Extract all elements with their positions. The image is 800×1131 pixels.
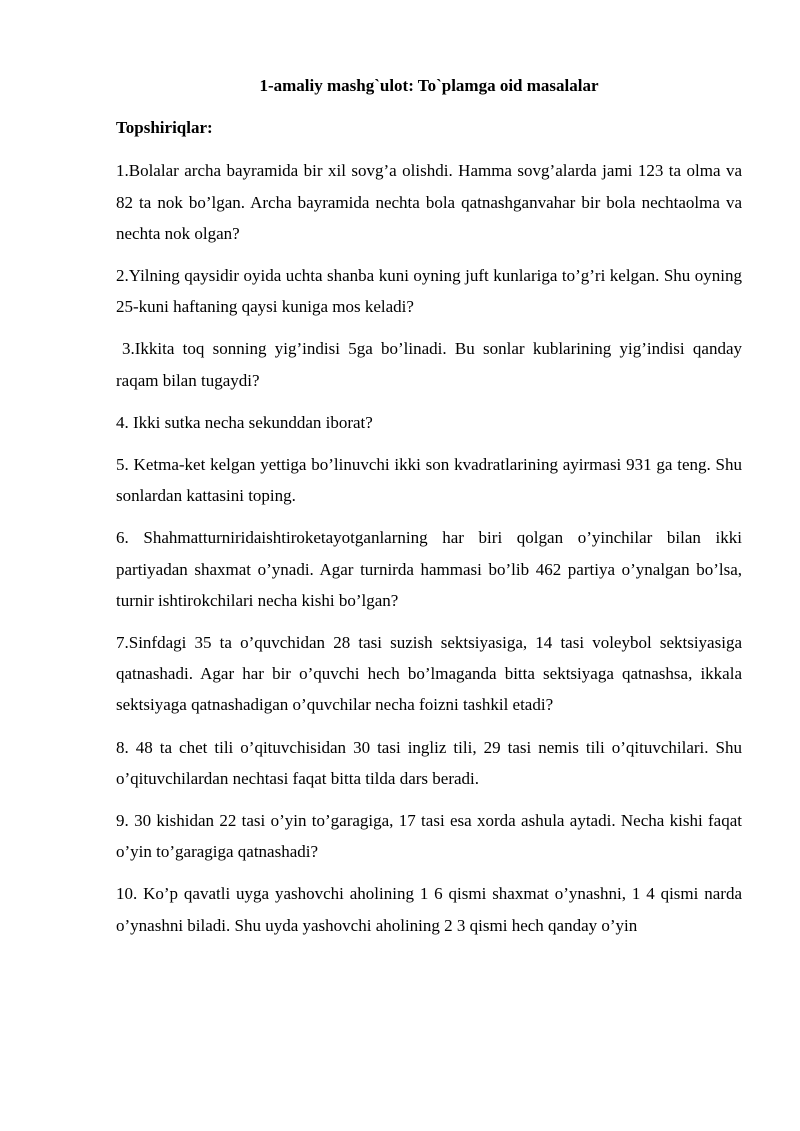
task-1: 1.Bolalar archa bayramida bir xil sovg’a olishdi. Hamma sovg’alarda jami 123 ta olma va 82 ta nok bo’lgan. Archa bayramida nechta bola qatnashganvahar bir bola nechtaolma va nechta nok olgan? <box>116 161 742 243</box>
task-5: 5. Ketma-ket kelgan yettiga bo’linuvchi ikki son kvadratlarining ayirmasi 931 ga teng. Shu sonlardan kattasini toping. <box>116 455 742 506</box>
document-title: 1-amaliy mashg`ulot: To`plamga oid masalalar <box>259 76 599 95</box>
task-8: 8. 48 ta chet tili o’qituvchisidan 30 tasi ingliz tili, 29 tasi nemis tili o’qituvchilari. Shu o’qituvchilardan nechtasi faqat bitta tilda dars beradi. <box>116 737 742 788</box>
task-3: 3.Ikkita toq sonning yig’indisi 5ga bo’linadi. Bu sonlar kublarining yig’indisi qanday raqam bilan tugaydi? <box>116 339 742 390</box>
document-page <box>116 70 742 952</box>
task-9: 9. 30 kishidan 22 tasi o’yin to’garagiga, 17 tasi esa xorda ashula aytadi. Necha kishi faqat o’yin to’garagiga qatnashadi? <box>116 811 742 862</box>
section-heading: Topshiriqlar: <box>116 118 213 138</box>
task-2: 2.Yilning qaysidir oyida uchta shanba kuni oyning juft kunlariga to’g’ri kelgan. Shu oyning 25-kuni haftaning qaysi kuniga mos keladi? <box>116 266 742 317</box>
task-6: 6. Shahmatturniridaishtiroketayotganlarning har biri qolgan o’yinchilar bilan ikki partiyadan shaxmat o’ynadi. Agar turnirda hammasi bo’lib 462 partiya o’ynalgan bo’lsa, turnir ishtirokchilari necha kishi bo’lgan? <box>116 528 742 610</box>
task-10: 10. Ko’p qavatli uyga yashovchi aholining 1 6 qismi shaxmat o’ynashni, 1 4 qismi narda o’ynashni biladi. Shu uyda yashovchi aholining 2 3 qismi hech qanday o’yin <box>116 884 742 935</box>
task-4: 4. Ikki sutka necha sekunddan iborat? <box>116 412 373 432</box>
task-7: 7.Sinfdagi 35 ta o’quvchidan 28 tasi suzish sektsiyasiga, 14 tasi voleybol sektsiyasiga qatnashadi. Agar har bir o’quvchi hech bo’lmaganda bitta sektsiyaga qatnashsa, ikkala sektsiyaga qatnashadigan o’quvchilar necha foizni tashkil etadi? <box>116 633 742 715</box>
